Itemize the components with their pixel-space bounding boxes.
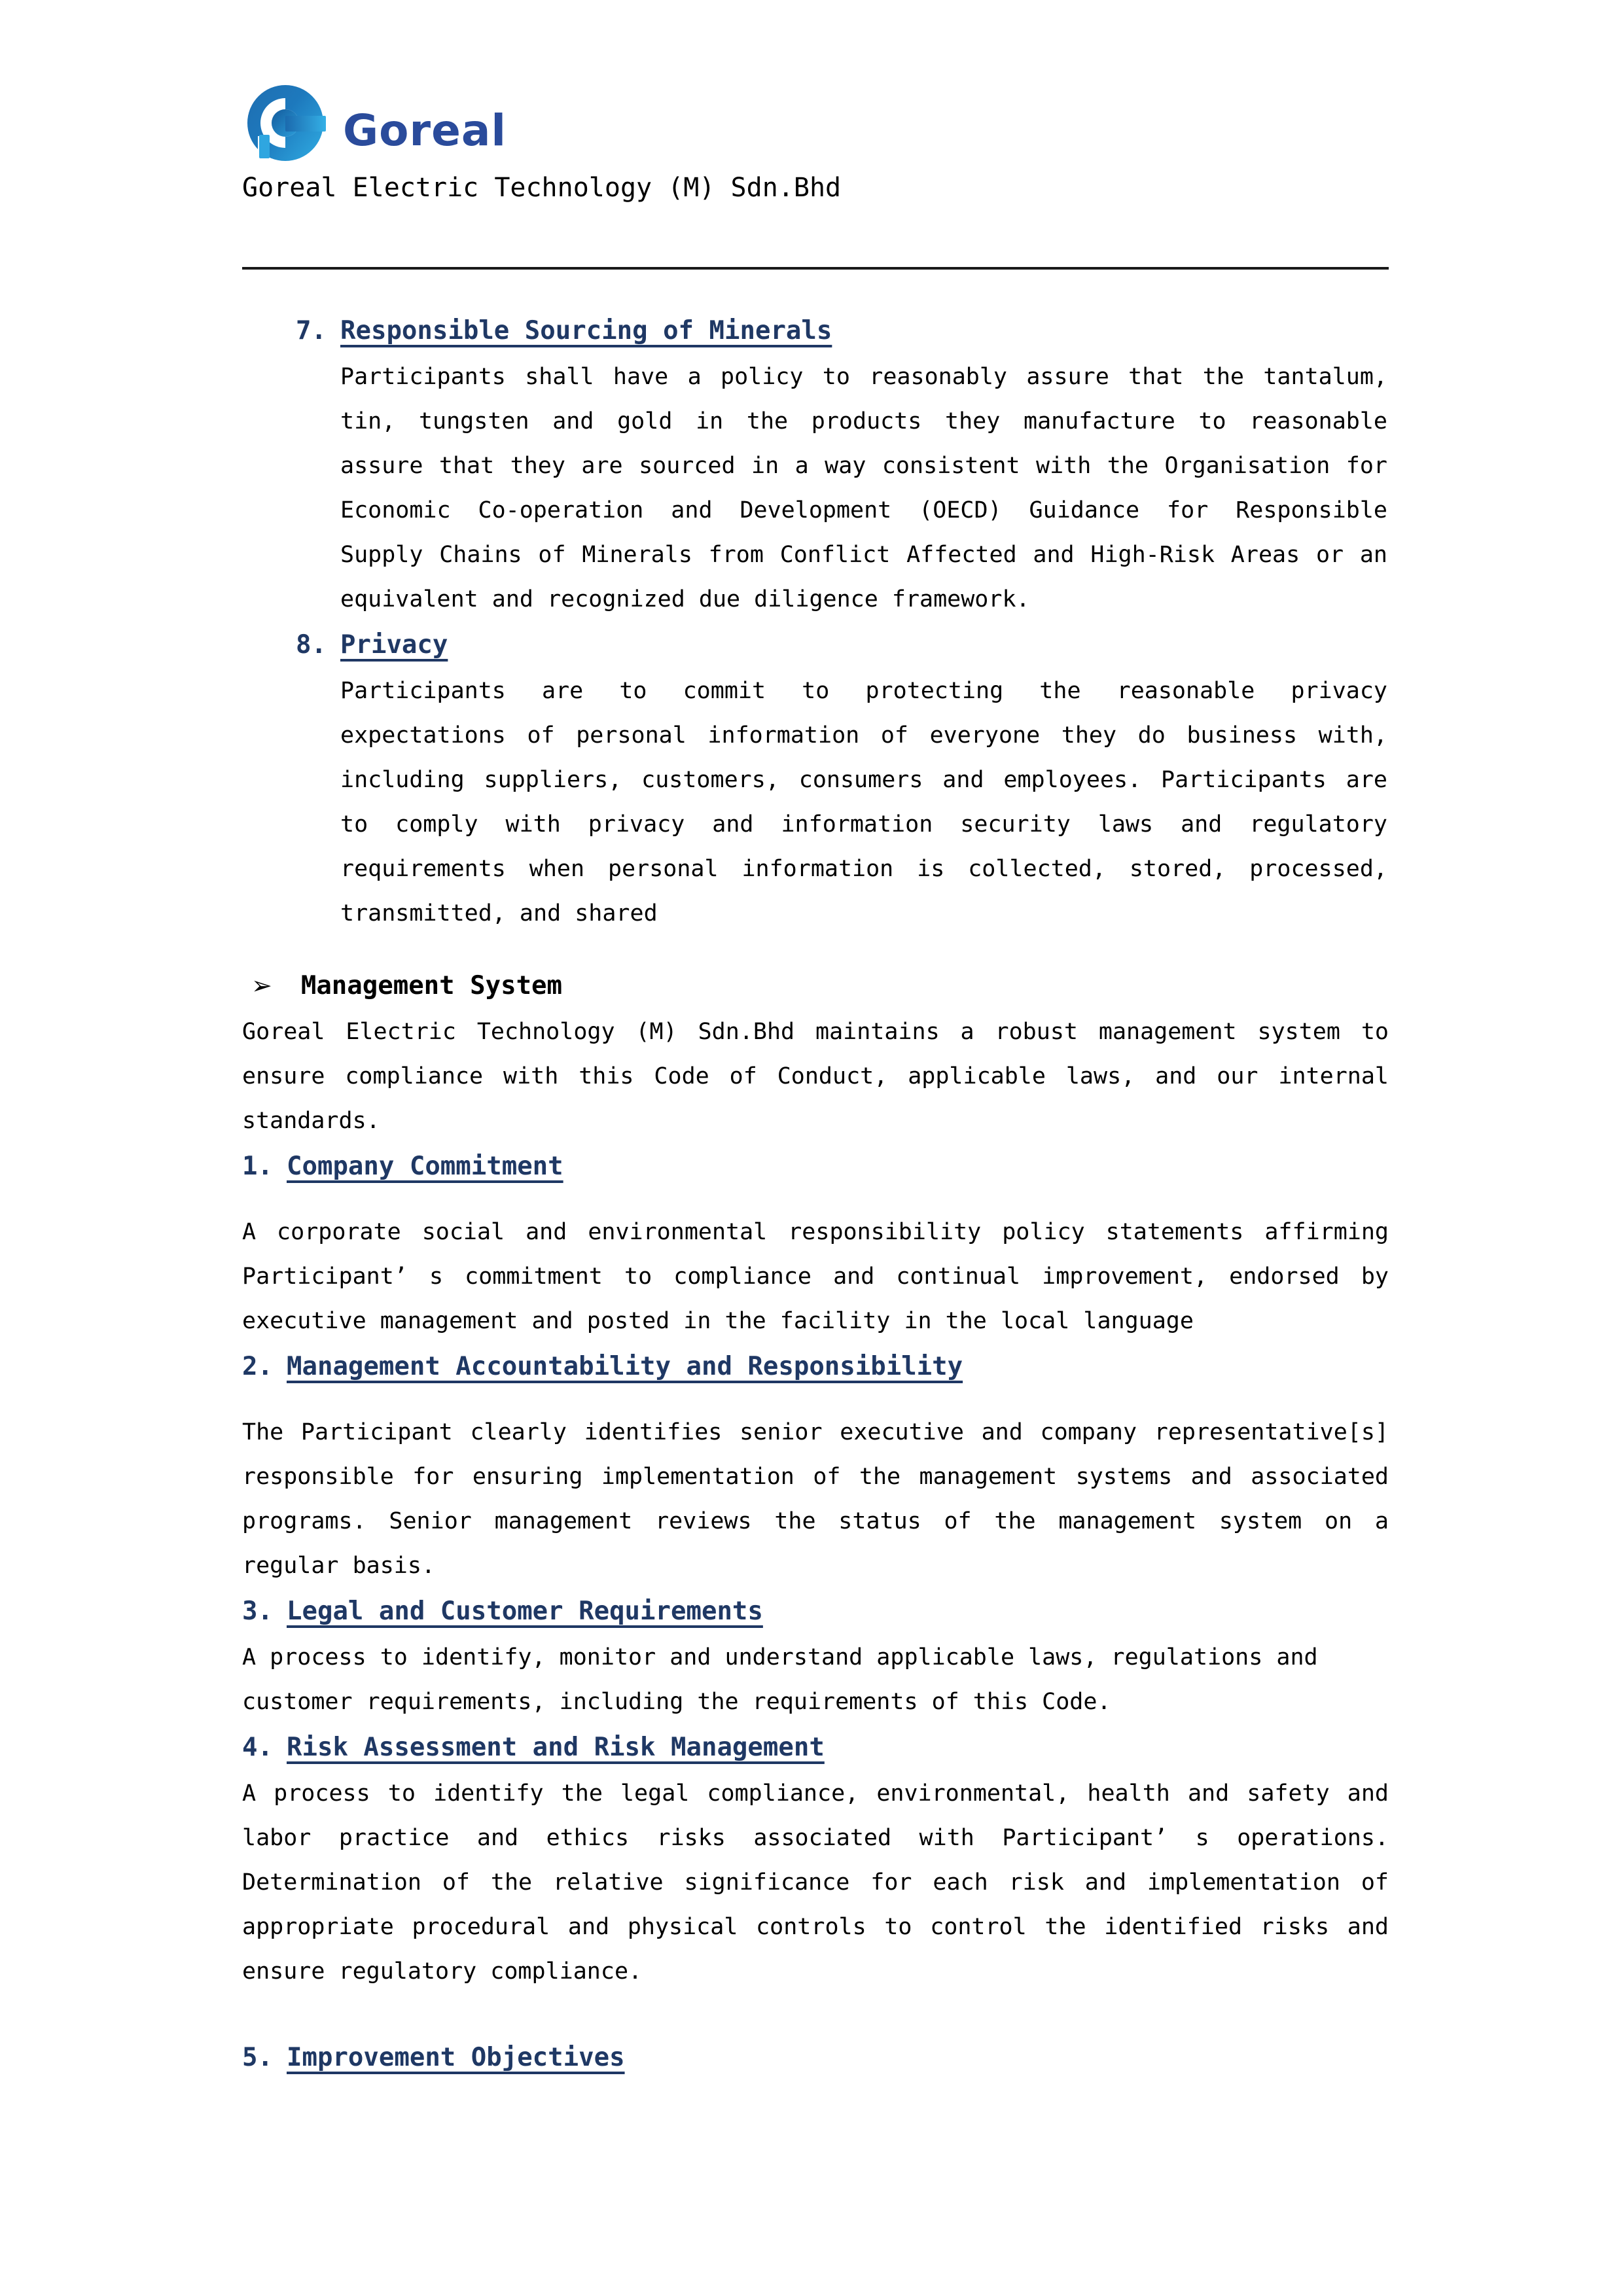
list-item-company-commitment	[242, 1143, 1389, 1343]
section-number: 8.	[296, 630, 327, 660]
management-system-heading	[251, 962, 1389, 1010]
section-number: 3.	[242, 1597, 273, 1626]
goreal-circular-g-logo-icon	[242, 80, 329, 166]
section-heading	[242, 1724, 1389, 1771]
document-header	[242, 77, 1389, 203]
brand-lockup	[242, 77, 1389, 169]
section-paragraph: A corporate social and environmental responsibility policy statements affirming Participant’ s commitment to compliance and continual improvement, endorsed by executive management and posted in the facility in the local language	[242, 1219, 1389, 1334]
section-title: Management Accountability and Responsibility	[287, 1352, 963, 1381]
section-paragraph: Participants are to commit to protecting the reasonable privacy expectations of personal information of everyone they do business with, including suppliers, customers, consumers and employees. Participants are to comply with privacy and information security laws and regulatory requirements when personal information is collected, stored, processed, transmitted, and shared	[340, 678, 1387, 927]
section-number: 5.	[242, 2043, 273, 2072]
section-number: 4.	[242, 1733, 273, 1762]
section-heading	[242, 2034, 1389, 2081]
management-system-intro: Goreal Electric Technology (M) Sdn.Bhd maintains a robust management system to ensure compliance with this Code of Conduct, applicable laws, and our internal standards.	[242, 1019, 1389, 1134]
section-paragraph: The Participant clearly identifies senior executive and company representative[s] responsible for ensuring implementation of the management systems and associated programs. Senior management reviews the status of the management system on a regular basis.	[242, 1419, 1389, 1579]
section-heading	[242, 1343, 1389, 1390]
header-divider	[242, 267, 1389, 270]
list-item-management-accountability	[242, 1343, 1389, 1588]
list-item-improvement-objectives	[242, 2034, 1389, 2081]
section-number: 1.	[242, 1152, 273, 1181]
list-item-privacy	[296, 622, 1389, 936]
section-title: Privacy	[340, 630, 448, 660]
list-item-legal-customer-requirements	[242, 1588, 1389, 1724]
section-title: Improvement Objectives	[287, 2043, 625, 2072]
document-body	[242, 308, 1389, 2081]
section-title: Responsible Sourcing of Minerals	[340, 316, 832, 345]
list-item-risk-assessment	[242, 1724, 1389, 1994]
section-title: Risk Assessment and Risk Management	[287, 1733, 825, 1762]
section-paragraph: A process to identify the legal compliance, environmental, health and safety and labor practice and ethics risks associated with Participant’ s operations. Determination of the relative significance for each risk and implementation of appropriate procedural and physical controls to control the identified risks and ensure regulatory compliance.	[242, 1780, 1389, 1985]
arrow-bullet-icon: ➢	[251, 971, 272, 1000]
section-heading	[296, 622, 1389, 669]
section-heading	[242, 1588, 1389, 1635]
management-system-label: Management System	[300, 971, 563, 1000]
section-number: 2.	[242, 1352, 273, 1381]
section-title: Legal and Customer Requirements	[287, 1597, 763, 1626]
company-name: Goreal Electric Technology (M) Sdn.Bhd	[242, 173, 842, 203]
brand-wordmark: Goreal	[343, 105, 507, 156]
section-number: 7.	[296, 316, 327, 345]
list-item-responsible-sourcing	[296, 308, 1389, 622]
section-title: Company Commitment	[287, 1152, 563, 1181]
section-paragraph: A process to identify, monitor and understand applicable laws, regulations and customer requirements, including the requirements of this Code.	[242, 1644, 1318, 1715]
section-heading	[242, 1143, 1389, 1190]
section-paragraph: Participants shall have a policy to reasonably assure that the tantalum, tin, tungsten and gold in the products they manufacture to reasonable assure that they are sourced in a way consistent with the Organisation for Economic Co-operation and Development (OECD) Guidance for Responsible Supply Chains of Minerals from Conflict Affected and High-Risk Areas or an equivalent and recognized due diligence framework.	[340, 364, 1387, 612]
section-heading	[296, 308, 1389, 355]
